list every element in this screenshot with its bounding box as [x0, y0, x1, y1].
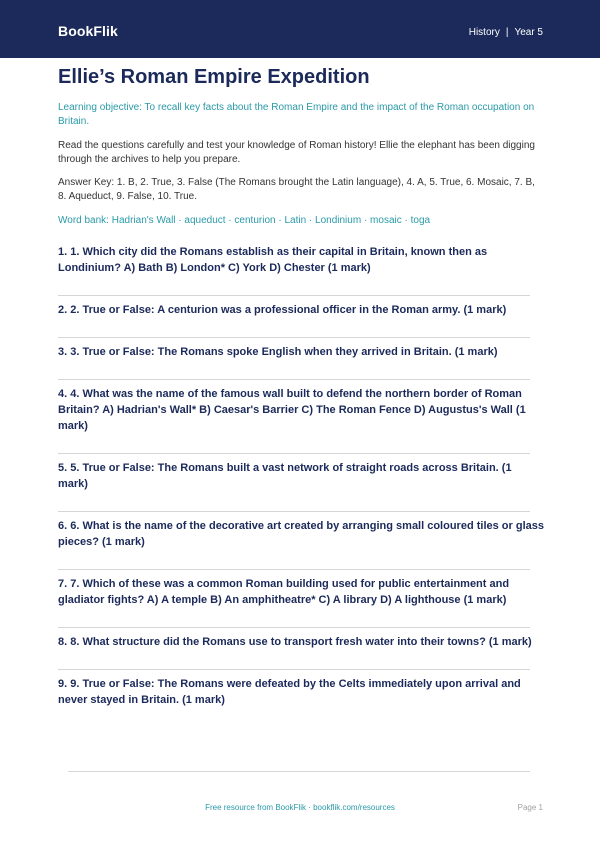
answer-line[interactable] [58, 295, 530, 296]
question-item [58, 386, 544, 454]
answer-line[interactable] [58, 511, 530, 512]
footer-resource-link[interactable]: Free resource from BookFlik · bookflik.com/resources [205, 803, 395, 812]
header-meta [469, 26, 543, 40]
page-title: Ellie’s Roman Empire Expedition [58, 66, 370, 88]
answer-line[interactable] [58, 669, 530, 670]
question-text: 3. 3. True or False: The Romans spoke English when they arrived in Britain. (1 mark) [58, 346, 498, 358]
word-bank: Word bank: Hadrian's Wall · aqueduct · centurion · Latin · Londinium · mosaic · toga [58, 215, 431, 226]
answer-line[interactable] [58, 453, 530, 454]
brand-logo: BookFlik [58, 23, 118, 39]
answer-line[interactable] [58, 337, 530, 338]
question-text: 8. 8. What structure did the Romans use to transport fresh water into their towns? (1 mark) [58, 636, 532, 648]
learning-objective: Learning objective: To recall key facts about the Roman Empire and the impact of the Roman occupation on Britain. [58, 102, 535, 127]
intro-text: Read the questions carefully and test your knowledge of Roman history! Ellie the elephant has been digging through the archives to help you prepare. [58, 140, 535, 165]
question-text: 6. 6. What is the name of the decorative art created by arranging small coloured tiles or glass pieces? (1 mark) [58, 520, 544, 548]
question-item [58, 576, 544, 628]
question-item [58, 634, 544, 670]
question-item [58, 676, 544, 708]
question-item [58, 518, 544, 570]
question-item [58, 344, 544, 380]
question-text: 4. 4. What was the name of the famous wall built to defend the northern border of Roman Britain? A) Hadrian's Wall* B) Caesar's Barrier C) The Roman Fence D) Augustus's Wall (1 mark) [58, 388, 526, 432]
question-list [58, 244, 544, 708]
header-separator: | [505, 27, 509, 38]
answer-key: Answer Key: 1. B, 2. True, 3. False (The Romans brought the Latin language), 4. A, 5. True, 6. Mosaic, 7. B, 8. Aqueduct, 9. False, 10. True. [58, 177, 535, 202]
question-text: 1. 1. Which city did the Romans establish as their capital in Britain, known then as Londinium? A) Bath B) London* C) York D) Chester (1 mark) [58, 246, 488, 274]
question-item [58, 244, 544, 296]
answer-line[interactable] [58, 569, 530, 570]
footer-divider [68, 771, 530, 772]
question-text: 5. 5. True or False: The Romans built a vast network of straight roads across Britain. (1 mark) [58, 462, 512, 490]
worksheet-content [58, 64, 544, 708]
subject-label: History [468, 27, 500, 38]
year-label: Year 5 [514, 27, 543, 38]
header-bar [0, 0, 600, 58]
question-text: 7. 7. Which of these was a common Roman building used for public entertainment and gladiator fights? A) A temple B) An amphitheatre* C) A library D) A lighthouse (1 mark) [58, 578, 510, 606]
question-text: 2. 2. True or False: A centurion was a professional officer in the Roman army. (1 mark) [58, 304, 507, 316]
answer-line[interactable] [58, 379, 530, 380]
page-number: Page 1 [517, 803, 543, 812]
answer-line[interactable] [58, 627, 530, 628]
question-text: 9. 9. True or False: The Romans were defeated by the Celts immediately upon arrival and never stayed in Britain. (1 mark) [58, 678, 521, 706]
question-item [58, 302, 544, 338]
question-item [58, 460, 544, 512]
